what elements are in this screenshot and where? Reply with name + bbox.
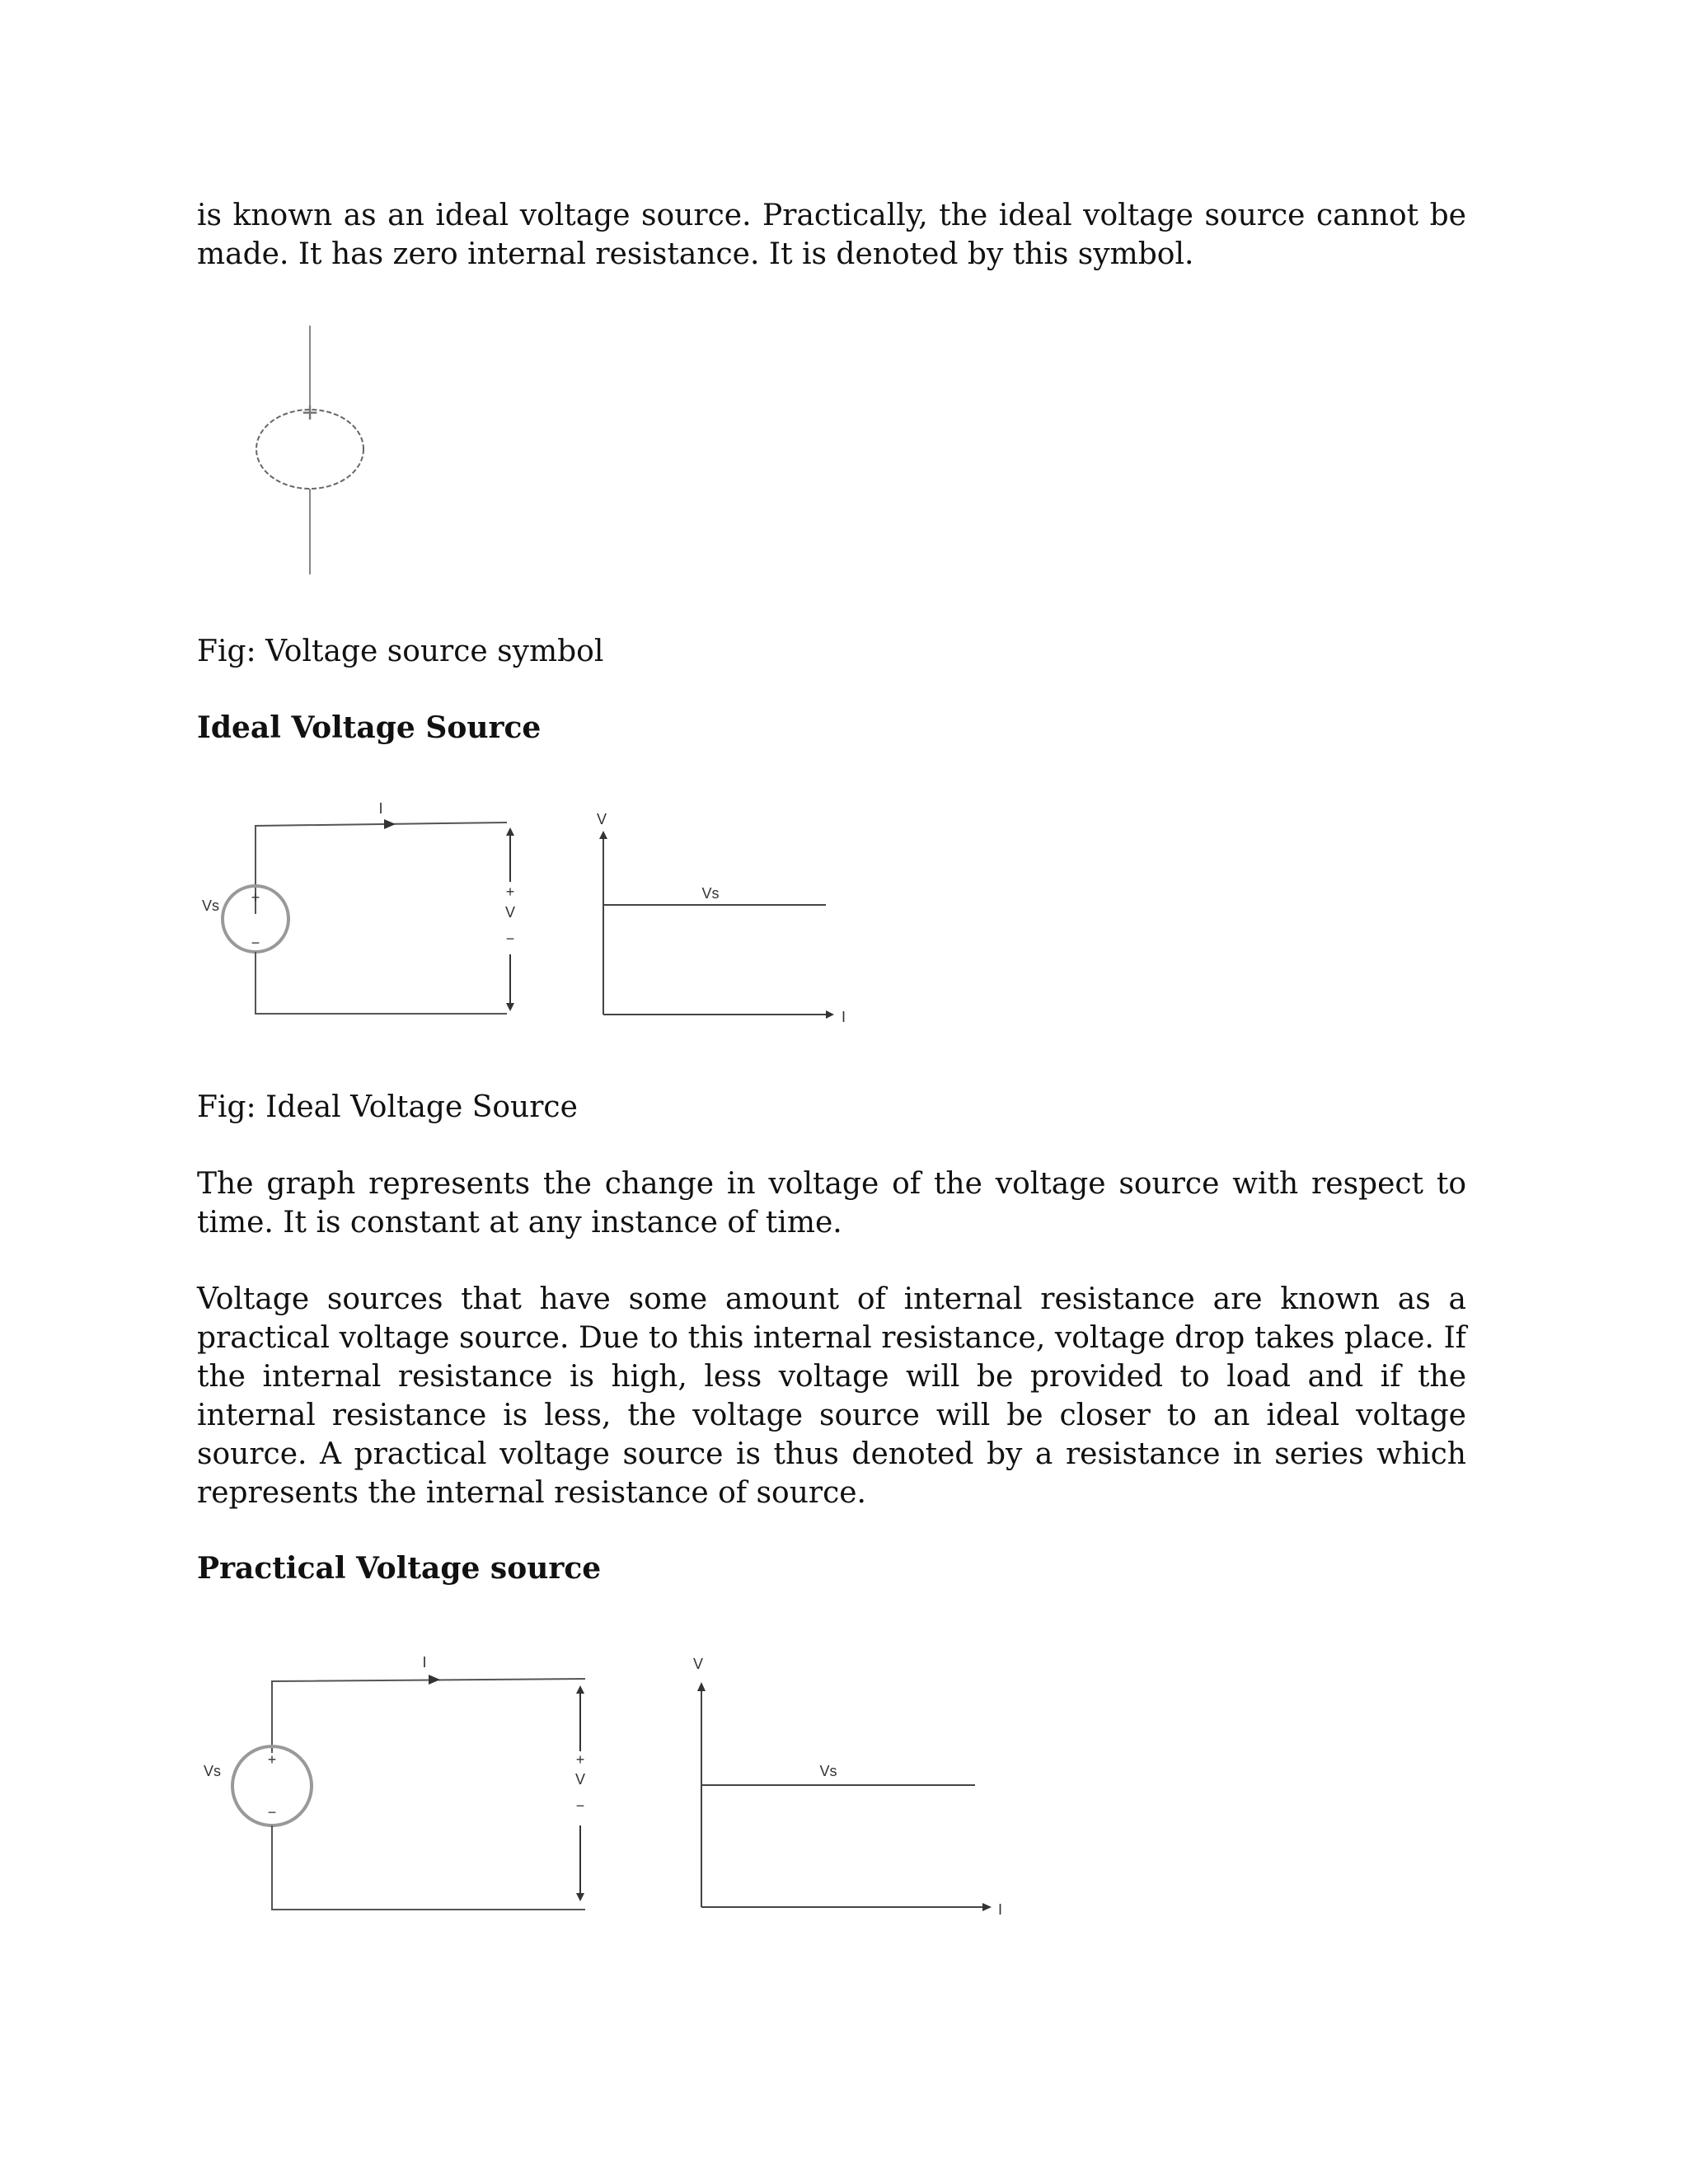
heading-practical-voltage-source: Practical Voltage source (197, 1551, 602, 1586)
ideal-graph-y-label: V (596, 811, 607, 827)
symbol-plus-sign: + (302, 397, 318, 429)
ideal-source-plus: + (251, 889, 260, 906)
practical-source-paragraph: Voltage sources that have some amount of internal resistance are known as a practical voltage source. Due to this internal resistance, voltage drop takes place. If the internal resistance is high, less voltage will be provided to load and if the internal resistance is less, the voltage source will be closer to an ideal voltage source. A practical voltage source is thus denoted by a resistance in series which represents the internal resistance of source. (197, 1282, 1466, 1510)
practical-graph-y-label: V (692, 1656, 704, 1672)
ideal-v-minus: − (505, 930, 515, 947)
ideal-v-label: V (504, 904, 516, 921)
ideal-current-label: I (378, 800, 383, 817)
practical-source-minus: − (267, 1804, 277, 1821)
practical-graph-line-label: Vs (819, 1763, 837, 1779)
ideal-graph-x-label: I (842, 1009, 846, 1025)
voltage-source-symbol-figure (247, 326, 379, 577)
practical-v-plus: + (575, 1751, 585, 1768)
ideal-v-plus: + (505, 883, 515, 900)
practical-circuit-diagram (198, 1644, 610, 1924)
practical-source-plus: + (267, 1751, 277, 1768)
ideal-vi-graph (577, 799, 857, 1025)
graph-explanation-paragraph: The graph represents the change in voltage of the voltage source with respect to time. It is constant at any instance of time. (197, 1167, 1466, 1240)
practical-v-minus: − (575, 1797, 585, 1814)
ideal-circuit-diagram (198, 799, 544, 1022)
figure-caption-symbol: Fig: Voltage source symbol (197, 635, 604, 668)
practical-source-label: Vs (204, 1763, 222, 1779)
heading-ideal-voltage-source: Ideal Voltage Source (197, 710, 542, 745)
ideal-source-minus: − (251, 935, 260, 951)
practical-current-label: I (422, 1654, 427, 1671)
practical-v-label: V (574, 1771, 586, 1788)
practical-vi-graph (672, 1644, 1018, 1924)
intro-paragraph: is known as an ideal voltage source. Practically, the ideal voltage source cannot be made. It has zero internal resistance. It is denoted by this symbol. (197, 199, 1466, 271)
ideal-source-label: Vs (202, 898, 220, 914)
practical-graph-x-label: I (998, 1901, 1003, 1918)
ideal-graph-line-label: Vs (701, 885, 720, 902)
figure-caption-ideal: Fig: Ideal Voltage Source (197, 1090, 578, 1124)
